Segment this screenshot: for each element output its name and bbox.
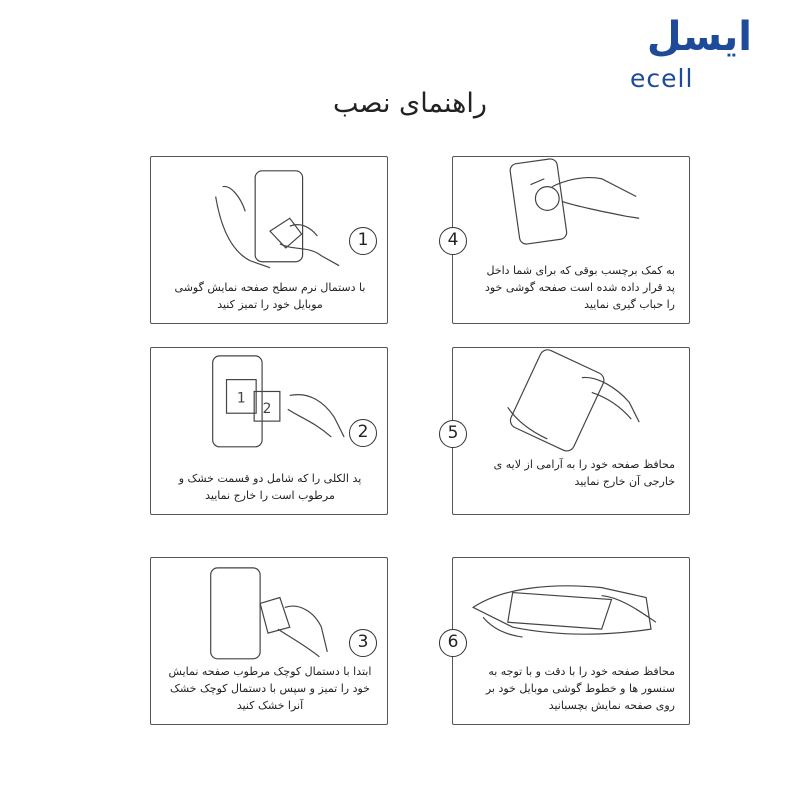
ecell-logo: [626, 14, 766, 94]
step-card-3: [150, 557, 388, 725]
svg-text:2: 2: [262, 401, 272, 418]
step-card-2: [150, 347, 388, 515]
step-3-instructions: ابتدا با دستمال کوچک مرطوب صفحه نمایش خود را تمیز و سپس با دستمال کوچک خشک آنرا خشک کنید: [168, 665, 372, 712]
page-title: راهنمای نصب: [333, 88, 487, 119]
logo-english-text: ecell: [630, 64, 694, 93]
step-4-instructions: به کمک برچسب بوقی که برای شما داخل پد قرار داده شده است صفحه گوشی خود را حباب گیری نمایید: [484, 264, 675, 311]
step-number-2: 2: [349, 419, 377, 447]
step-card-6: [447, 557, 690, 725]
svg-text:1: 1: [236, 390, 246, 407]
logo-persian-text: ایسل: [646, 14, 752, 60]
step-number-6: 6: [439, 629, 467, 657]
step-number-5: 5: [439, 420, 467, 448]
step-number-1: 1: [349, 227, 377, 255]
step-1-instructions: با دستمال نرم سطح صفحه نمایش گوشی موبایل خود را تمیز کنید: [174, 281, 366, 311]
step-2-instructions: پد الکلی را که شامل دو قسمت خشک و مرطوب است را خارج نمایید: [178, 472, 362, 502]
step-card-1: [150, 156, 388, 324]
step-card-5: [447, 347, 690, 515]
step-number-3: 3: [349, 629, 377, 657]
step-card-4: [447, 156, 690, 324]
step-5-instructions: محافظ صفحه خود را به آرامی از لایه ی خارجی آن خارج نمایید: [493, 458, 675, 488]
step-6-instructions: محافظ صفحه خود را با دقت و با توجه به سنسور ها و خطوط گوشی موبایل خود بر روی صفحه نمایش بچسبانید: [485, 665, 675, 712]
step-number-4: 4: [439, 227, 467, 255]
